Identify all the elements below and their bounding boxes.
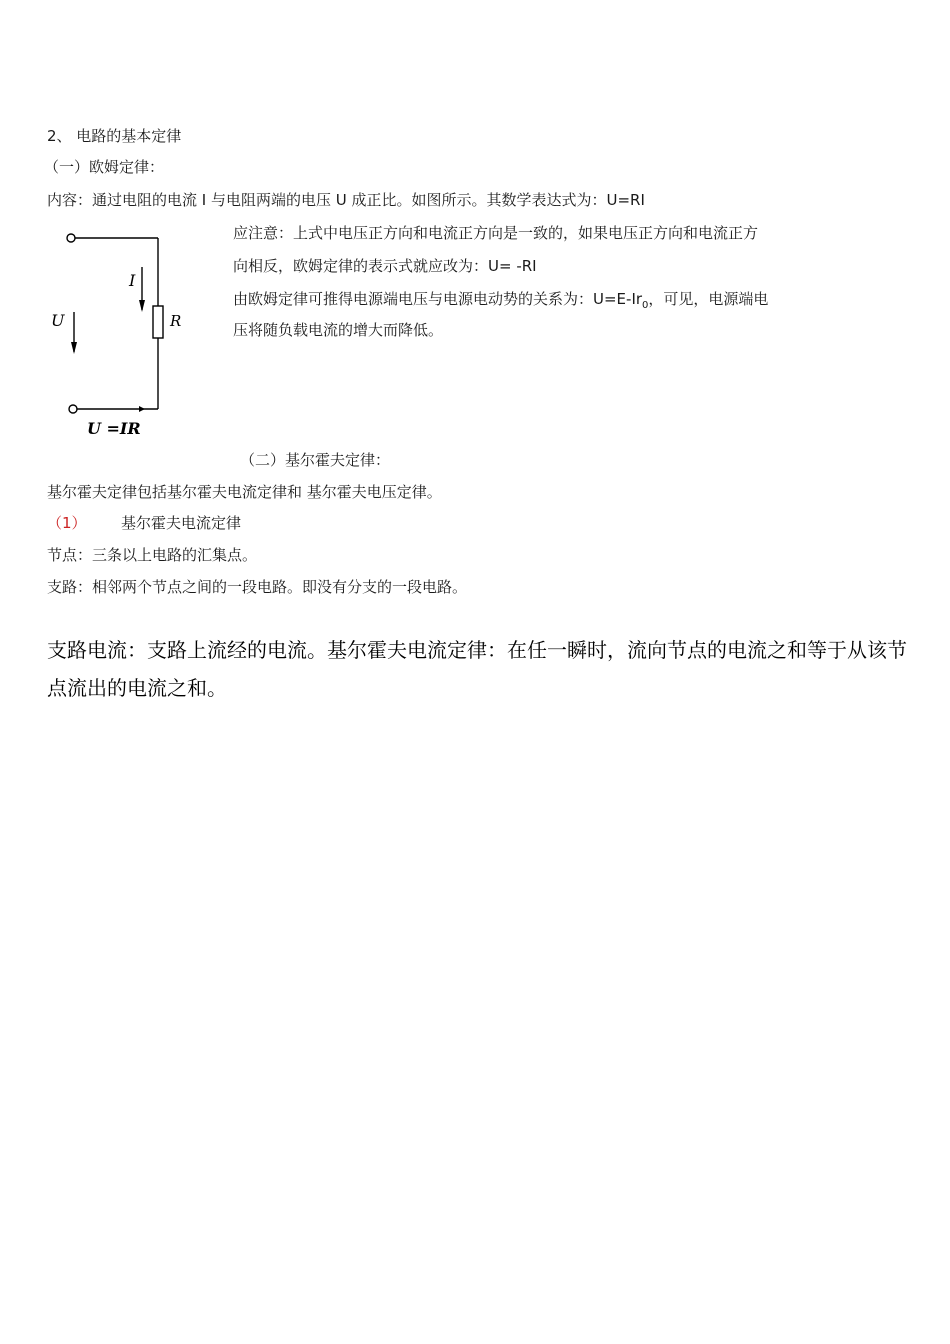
branch-current-paragraph: 支路电流：支路上流经的电流。基尔霍夫电流定律：在任一瞬时，流向节点的电流之和等于从该节点流出的电流之和。 bbox=[47, 638, 907, 700]
ohm-derive-line1 bbox=[233, 289, 768, 316]
derive-text-pre: 由欧姆定律可推得电源端电压与电源电动势的关系为：U=E-Ir bbox=[233, 290, 643, 308]
resistor bbox=[153, 306, 163, 338]
derive-text-post: ，可见，电源端电 bbox=[648, 290, 769, 308]
circuit-caption: U =IR bbox=[87, 419, 141, 438]
kcl-item-title: 基尔霍夫电流定律 bbox=[121, 514, 242, 532]
label-R: R bbox=[170, 312, 182, 330]
bottom-terminal bbox=[69, 405, 77, 413]
kcl-item-number: （1） bbox=[47, 514, 87, 532]
kirchhoff-heading: （二）基尔霍夫定律： bbox=[240, 451, 391, 469]
node-definition: 节点：三条以上电路的汇集点。 bbox=[47, 546, 258, 564]
branch-definition: 支路：相邻两个节点之间的一段电路。即没有分支的一段电路。 bbox=[47, 578, 468, 596]
ohm-content: 内容：通过电阻的电流 I 与电阻两端的电压 U 成正比。如图所示。其数学表达式为：U=RI bbox=[47, 191, 645, 209]
ohm-derive-line2: 压将随负载电流的增大而降低。 bbox=[233, 321, 444, 339]
ohm-heading: （一）欧姆定律： bbox=[44, 158, 165, 176]
ohm-note-line1: 应注意：上式中电压正方向和电流正方向是一致的，如果电压正方向和电流正方 bbox=[233, 224, 759, 242]
label-I: I bbox=[129, 271, 136, 290]
section-title: 2、 电路的基本定律 bbox=[47, 127, 182, 145]
kirchhoff-intro: 基尔霍夫定律包括基尔霍夫电流定律和 基尔霍夫电压定律。 bbox=[47, 483, 442, 501]
derive-subscript: 0 bbox=[642, 300, 649, 311]
ohm-circuit-diagram bbox=[45, 222, 215, 442]
top-terminal bbox=[67, 234, 75, 242]
label-U: U bbox=[51, 311, 65, 330]
ohm-note-line2: 向相反，欧姆定律的表示式就应改为：U= -RI bbox=[233, 257, 537, 275]
